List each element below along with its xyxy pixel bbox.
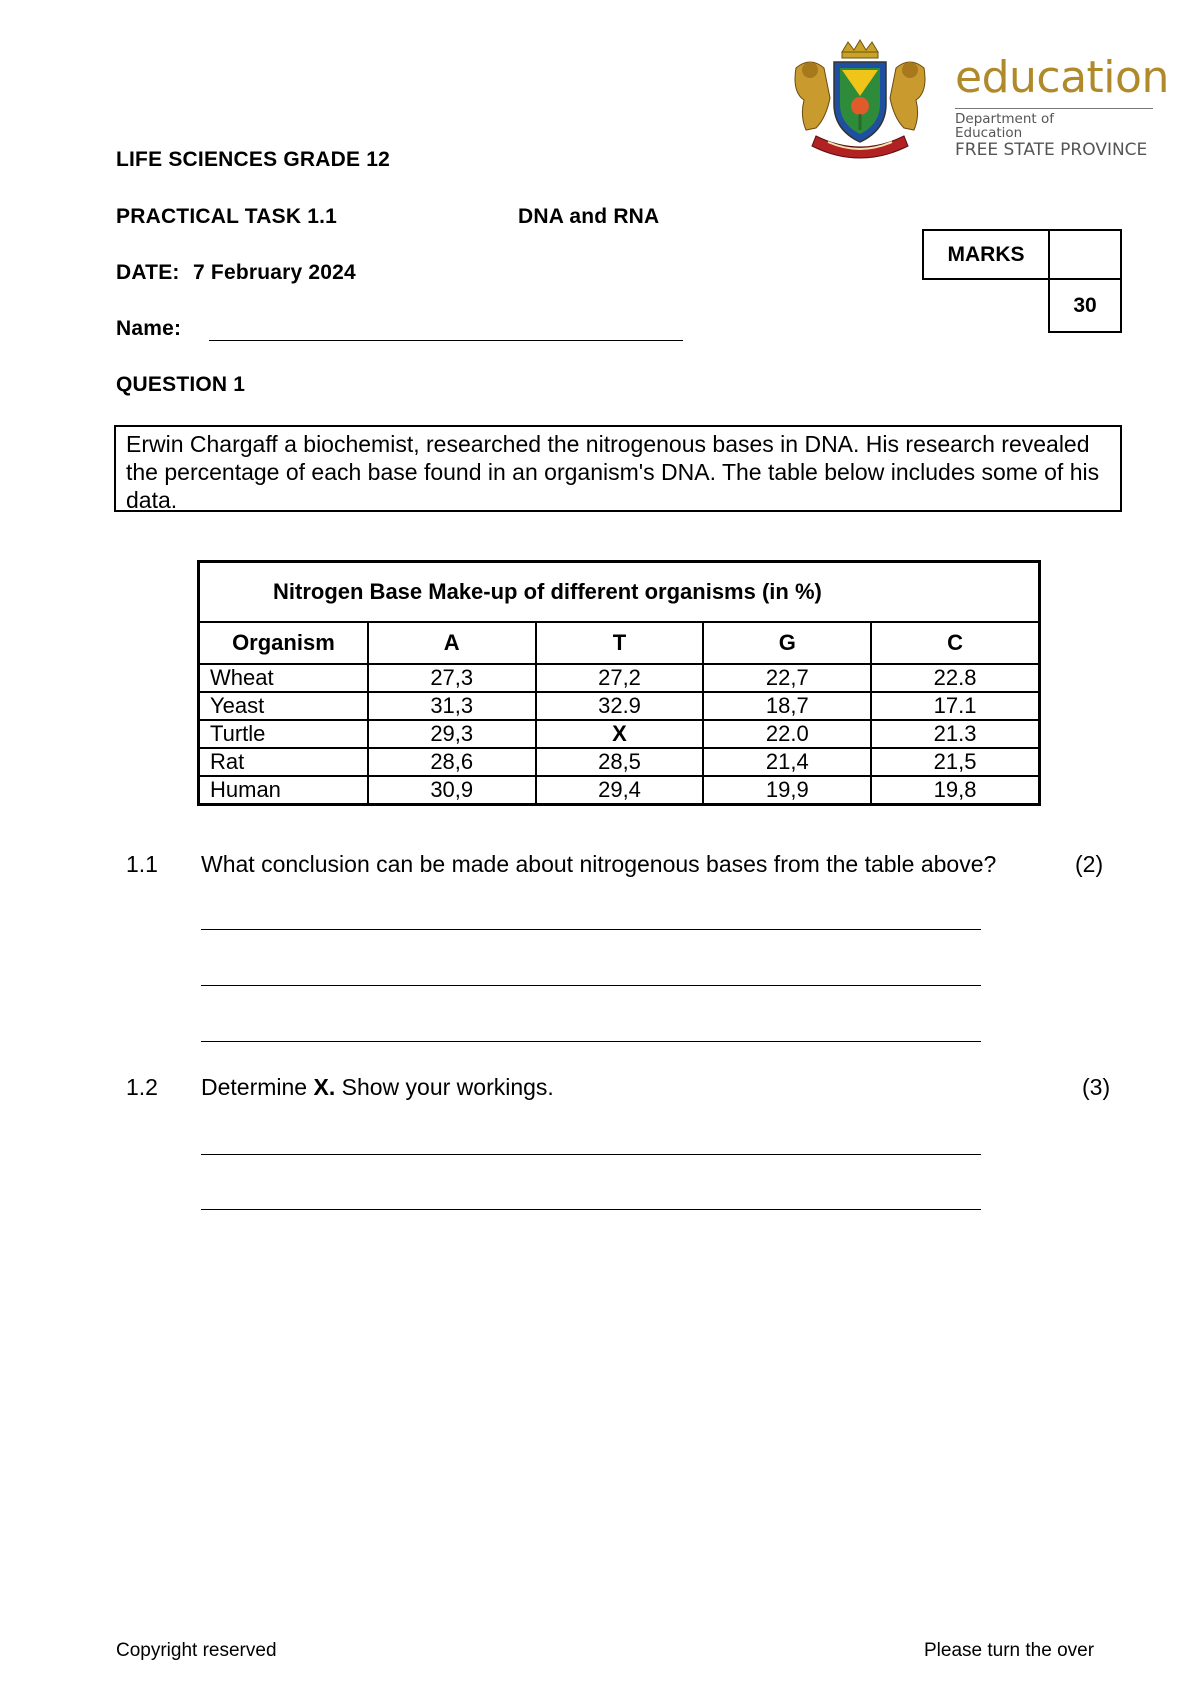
coat-of-arms-icon <box>776 38 936 168</box>
column-header: G <box>703 622 871 664</box>
q1-2-marks: (3) <box>1082 1074 1111 1100</box>
q1-2-text-after: Show your workings. <box>335 1074 554 1100</box>
q1-1-marks: (2) <box>1075 851 1104 877</box>
column-header: T <box>536 622 704 664</box>
date-value: 7 February 2024 <box>193 261 356 284</box>
organism-cell: Human <box>199 776 368 805</box>
answer-line[interactable] <box>201 985 981 986</box>
organism-cell: Rat <box>199 748 368 776</box>
name-label: Name: <box>116 317 182 340</box>
value-cell: 21.3 <box>871 720 1039 748</box>
value-cell: 22.8 <box>871 664 1039 692</box>
answer-line[interactable] <box>201 1041 981 1042</box>
nitrogen-base-table <box>197 560 1041 806</box>
marks-label: MARKS <box>922 229 1050 280</box>
organism-cell: Yeast <box>199 692 368 720</box>
value-cell: 28,5 <box>536 748 704 776</box>
value-cell: 29,3 <box>368 720 536 748</box>
footer-copyright: Copyright reserved <box>116 1640 277 1661</box>
q1-2-text-before: Determine <box>201 1074 314 1100</box>
q1-2-number: 1.2 <box>126 1074 158 1100</box>
value-cell: 22.0 <box>703 720 871 748</box>
logo-wordmark: education <box>955 52 1169 103</box>
footer-turn-over: Please turn the over <box>924 1640 1095 1661</box>
value-cell: 21,4 <box>703 748 871 776</box>
value-cell: 27,3 <box>368 664 536 692</box>
answer-line[interactable] <box>201 1154 981 1155</box>
value-cell: 22,7 <box>703 664 871 692</box>
marks-total: 30 <box>1048 278 1122 333</box>
value-cell: 31,3 <box>368 692 536 720</box>
marks-obtained-cell[interactable] <box>1048 229 1122 280</box>
column-header: A <box>368 622 536 664</box>
column-header: C <box>871 622 1039 664</box>
value-cell: 29,4 <box>536 776 704 805</box>
unknown-x-cell: X <box>536 720 704 748</box>
value-cell: 30,9 <box>368 776 536 805</box>
value-cell: 18,7 <box>703 692 871 720</box>
q1-1-text: What conclusion can be made about nitrogenous bases from the table above? <box>201 851 997 877</box>
table-caption: Nitrogen Base Make-up of different organisms (in %) <box>199 562 1040 623</box>
value-cell: 17.1 <box>871 692 1039 720</box>
logo-department <box>955 112 1054 140</box>
q1-1-number: 1.1 <box>126 851 158 877</box>
organism-cell: Turtle <box>199 720 368 748</box>
column-header: Organism <box>199 622 368 664</box>
answer-line[interactable] <box>201 929 981 930</box>
logo-province: FREE STATE PROVINCE <box>955 140 1148 160</box>
marks-box <box>922 229 1122 333</box>
value-cell: 27,2 <box>536 664 704 692</box>
value-cell: 19,8 <box>871 776 1039 805</box>
question-intro: Erwin Chargaff a biochemist, researched the nitrogenous bases in DNA. His research revealed the percentage of each base found in an organism's DNA. The table below includes some of his data. <box>114 425 1122 512</box>
question-heading: QUESTION 1 <box>116 373 246 396</box>
table-row <box>199 748 1040 776</box>
value-cell: 28,6 <box>368 748 536 776</box>
value-cell: 21,5 <box>871 748 1039 776</box>
answer-line[interactable] <box>201 1209 981 1210</box>
table-row <box>199 664 1040 692</box>
logo-dept-line1: Department of <box>955 111 1054 127</box>
table-row <box>199 776 1040 805</box>
value-cell: 19,9 <box>703 776 871 805</box>
topic-title: DNA and RNA <box>518 205 660 228</box>
table-row <box>199 720 1040 748</box>
q1-2-text <box>201 1074 554 1101</box>
subject-title: LIFE SCIENCES GRADE 12 <box>116 148 390 171</box>
task-title: PRACTICAL TASK 1.1 <box>116 205 338 228</box>
name-field-line[interactable] <box>209 340 683 341</box>
logo-divider <box>955 108 1153 109</box>
organism-cell: Wheat <box>199 664 368 692</box>
q1-2-text-bold: X. <box>313 1074 336 1100</box>
logo-dept-line2: Education <box>955 125 1023 141</box>
table-row <box>199 692 1040 720</box>
date-label: DATE: <box>116 261 180 284</box>
value-cell: 32.9 <box>536 692 704 720</box>
